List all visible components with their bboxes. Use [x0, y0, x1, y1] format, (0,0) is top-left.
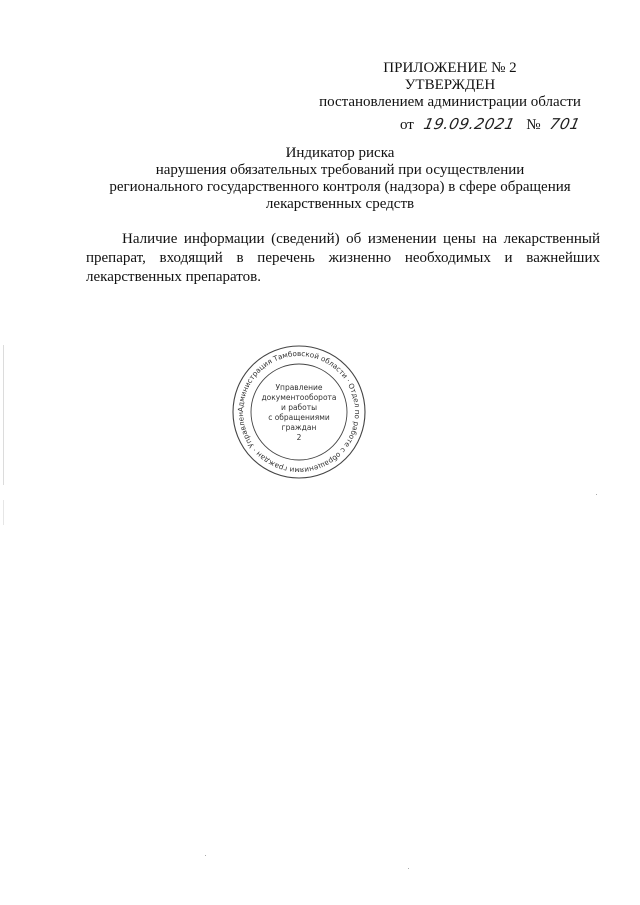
seal-inner-line-3: и работы	[280, 403, 318, 412]
title-line-4: лекарственных средств	[265, 196, 415, 212]
seal-number: 2	[296, 433, 302, 442]
decree-label: постановлением администрации области	[319, 94, 581, 110]
approved-label: УТВЕРЖДЕН	[404, 77, 496, 93]
seal-inner-line-2: документооборота	[261, 393, 337, 402]
scan-artifact	[3, 500, 4, 525]
seal-inner-line-1: Управление	[275, 383, 323, 392]
handwritten-number: 701	[548, 115, 583, 133]
handwritten-date: 19.09.2021	[421, 115, 517, 133]
body-paragraph: Наличие информации (сведений) об изменении цены на лекарственный препарат, входящий в перечень жизненно необходимых и важнейших лекарственных препаратов.	[86, 231, 600, 285]
scan-dot	[596, 494, 597, 495]
seal-outer-text: Администрация Тамбовской области · Отдел по работе с обращениями граждан · Управлен	[235, 348, 363, 476]
approval-header	[300, 60, 600, 111]
appendix-label: ПРИЛОЖЕНИЕ № 2	[383, 60, 517, 76]
seal-icon	[231, 344, 367, 480]
title-line-3: регионального государственного контроля (надзора) в сфере обращения	[109, 179, 571, 195]
title-line-1: Индикатор риска	[285, 145, 395, 161]
scan-dot	[205, 855, 206, 856]
document-title	[80, 145, 600, 213]
seal-inner-line-4: с обращениями	[268, 413, 330, 422]
scan-artifact	[3, 345, 4, 485]
title-line-2: нарушения обязательных требований при осуществлении	[155, 162, 525, 178]
seal-inner-line-5: граждан	[281, 423, 317, 432]
number-prefix: №	[526, 117, 541, 133]
official-seal	[231, 344, 367, 480]
decree-date-line	[400, 114, 600, 135]
date-prefix: от	[400, 117, 414, 133]
scan-dot	[408, 868, 409, 869]
